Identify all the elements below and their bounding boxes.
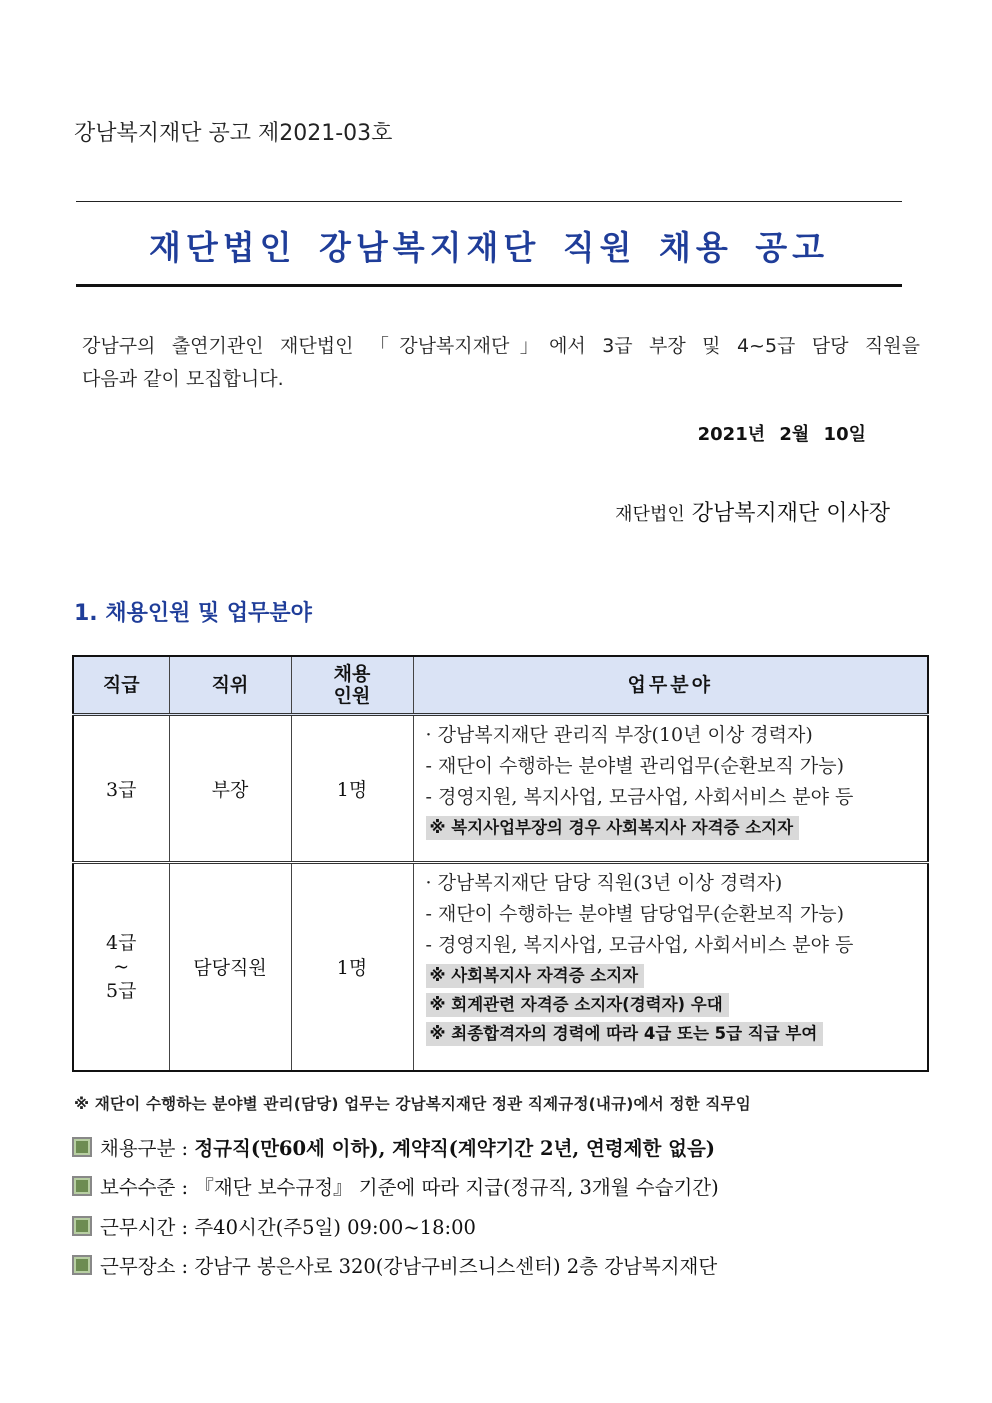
intro-line-1: 강남구의 출연기관인 재단법인 「강남복지재단」에서 3급 부장 및 4~5급 담당 직원을 [82,335,920,357]
bullet-label: 근무장소 : [100,1255,195,1278]
cell-grade-line-3: 5급 [106,979,137,1002]
notice-number: 강남복지재단 공고 제2021-03호 [74,121,393,146]
header-field: 업무분야 [413,656,928,715]
field-line: - 재단이 수행하는 분야별 담당업무(순환보직 가능) [425,903,845,925]
bullet-salary [72,1172,719,1200]
cell-count: 1명 [291,715,413,863]
square-bullet-icon [72,1255,92,1275]
page-title: 재단법인 강남복지재단 직원 채용 공고 [148,228,829,267]
header-count [291,656,413,715]
intro-paragraph [82,330,920,396]
table-row [73,863,928,1071]
square-bullet-icon [72,1176,92,1196]
bullet-label: 보수수준 : [100,1176,195,1199]
bullet-work-hours [72,1212,476,1240]
header-count-line-1: 채용 [333,663,371,685]
field-note: ※ 회계관련 자격증 소지자(경력자) 우대 [426,993,729,1017]
cell-field [413,715,928,863]
issuer [480,496,890,527]
field-line: - 재단이 수행하는 분야별 관리업무(순환보직 가능) [425,755,845,777]
cell-count: 1명 [291,863,413,1071]
intro-line-2: 다음과 같이 모집합니다. [82,368,284,390]
notice-date: 2021년 2월 10일 [697,424,866,445]
field-line: · 강남복지재단 담당 직원(3년 이상 경력자) [425,872,783,894]
field-note: ※ 최종합격자의 경력에 따라 4급 또는 5급 직급 부여 [426,1022,824,1046]
square-bullet-icon [72,1137,92,1157]
header-grade: 직급 [73,656,169,715]
bullet-value: 『재단 보수규정』 기준에 따라 지급(정규직, 3개월 수습기간) [194,1176,719,1199]
cell-field [413,863,928,1071]
field-note: ※ 복지사업부장의 경우 사회복지사 자격증 소지자 [426,816,800,840]
bullet-label: 채용구분 : [100,1137,195,1160]
title-rule-bottom [76,284,902,287]
field-line: · 강남복지재단 관리직 부장(10년 이상 경력자) [425,724,813,746]
table-row [73,715,928,863]
table-header-row [73,656,928,715]
cell-position: 부장 [169,715,291,863]
section-title: 1. 채용인원 및 업무분야 [74,601,312,626]
bullet-value: 정규직(만60세 이하), 계약직(계약기간 2년, 연령제한 없음) [194,1137,716,1160]
bullet-label: 근무시간 : [100,1216,195,1239]
square-bullet-icon [72,1216,92,1236]
header-count-line-2: 인원 [333,685,371,707]
table-footnote: ※ 재단이 수행하는 분야별 관리(담당) 업무는 강남복지재단 정관 직제규정(내규)에서 정한 직무임 [74,1095,751,1113]
field-line: - 경영지원, 복지사업, 모금사업, 사회서비스 분야 등 [425,786,854,808]
bullet-value: 주40시간(주5일) 09:00~18:00 [194,1216,476,1239]
bullet-value: 강남구 봉은사로 320(강남구비즈니스센터) 2층 강남복지재단 [194,1255,718,1278]
field-line: - 경영지원, 복지사업, 모금사업, 사회서비스 분야 등 [425,934,854,956]
bullet-work-location [72,1251,717,1279]
recruitment-table [72,655,929,1072]
bullet-employment-type [72,1133,715,1161]
header-position: 직위 [169,656,291,715]
issuer-name: 강남복지재단 이사장 [691,501,890,526]
title-rule-top [76,201,902,202]
cell-grade: 3급 [73,715,169,863]
cell-grade [73,863,169,1071]
field-note: ※ 사회복지사 자격증 소지자 [426,964,645,988]
cell-position: 담당직원 [169,863,291,1071]
cell-grade-line-1: 4급 [106,931,137,954]
issuer-prefix: 재단법인 [615,504,685,525]
cell-grade-line-2: ~ [113,955,130,978]
